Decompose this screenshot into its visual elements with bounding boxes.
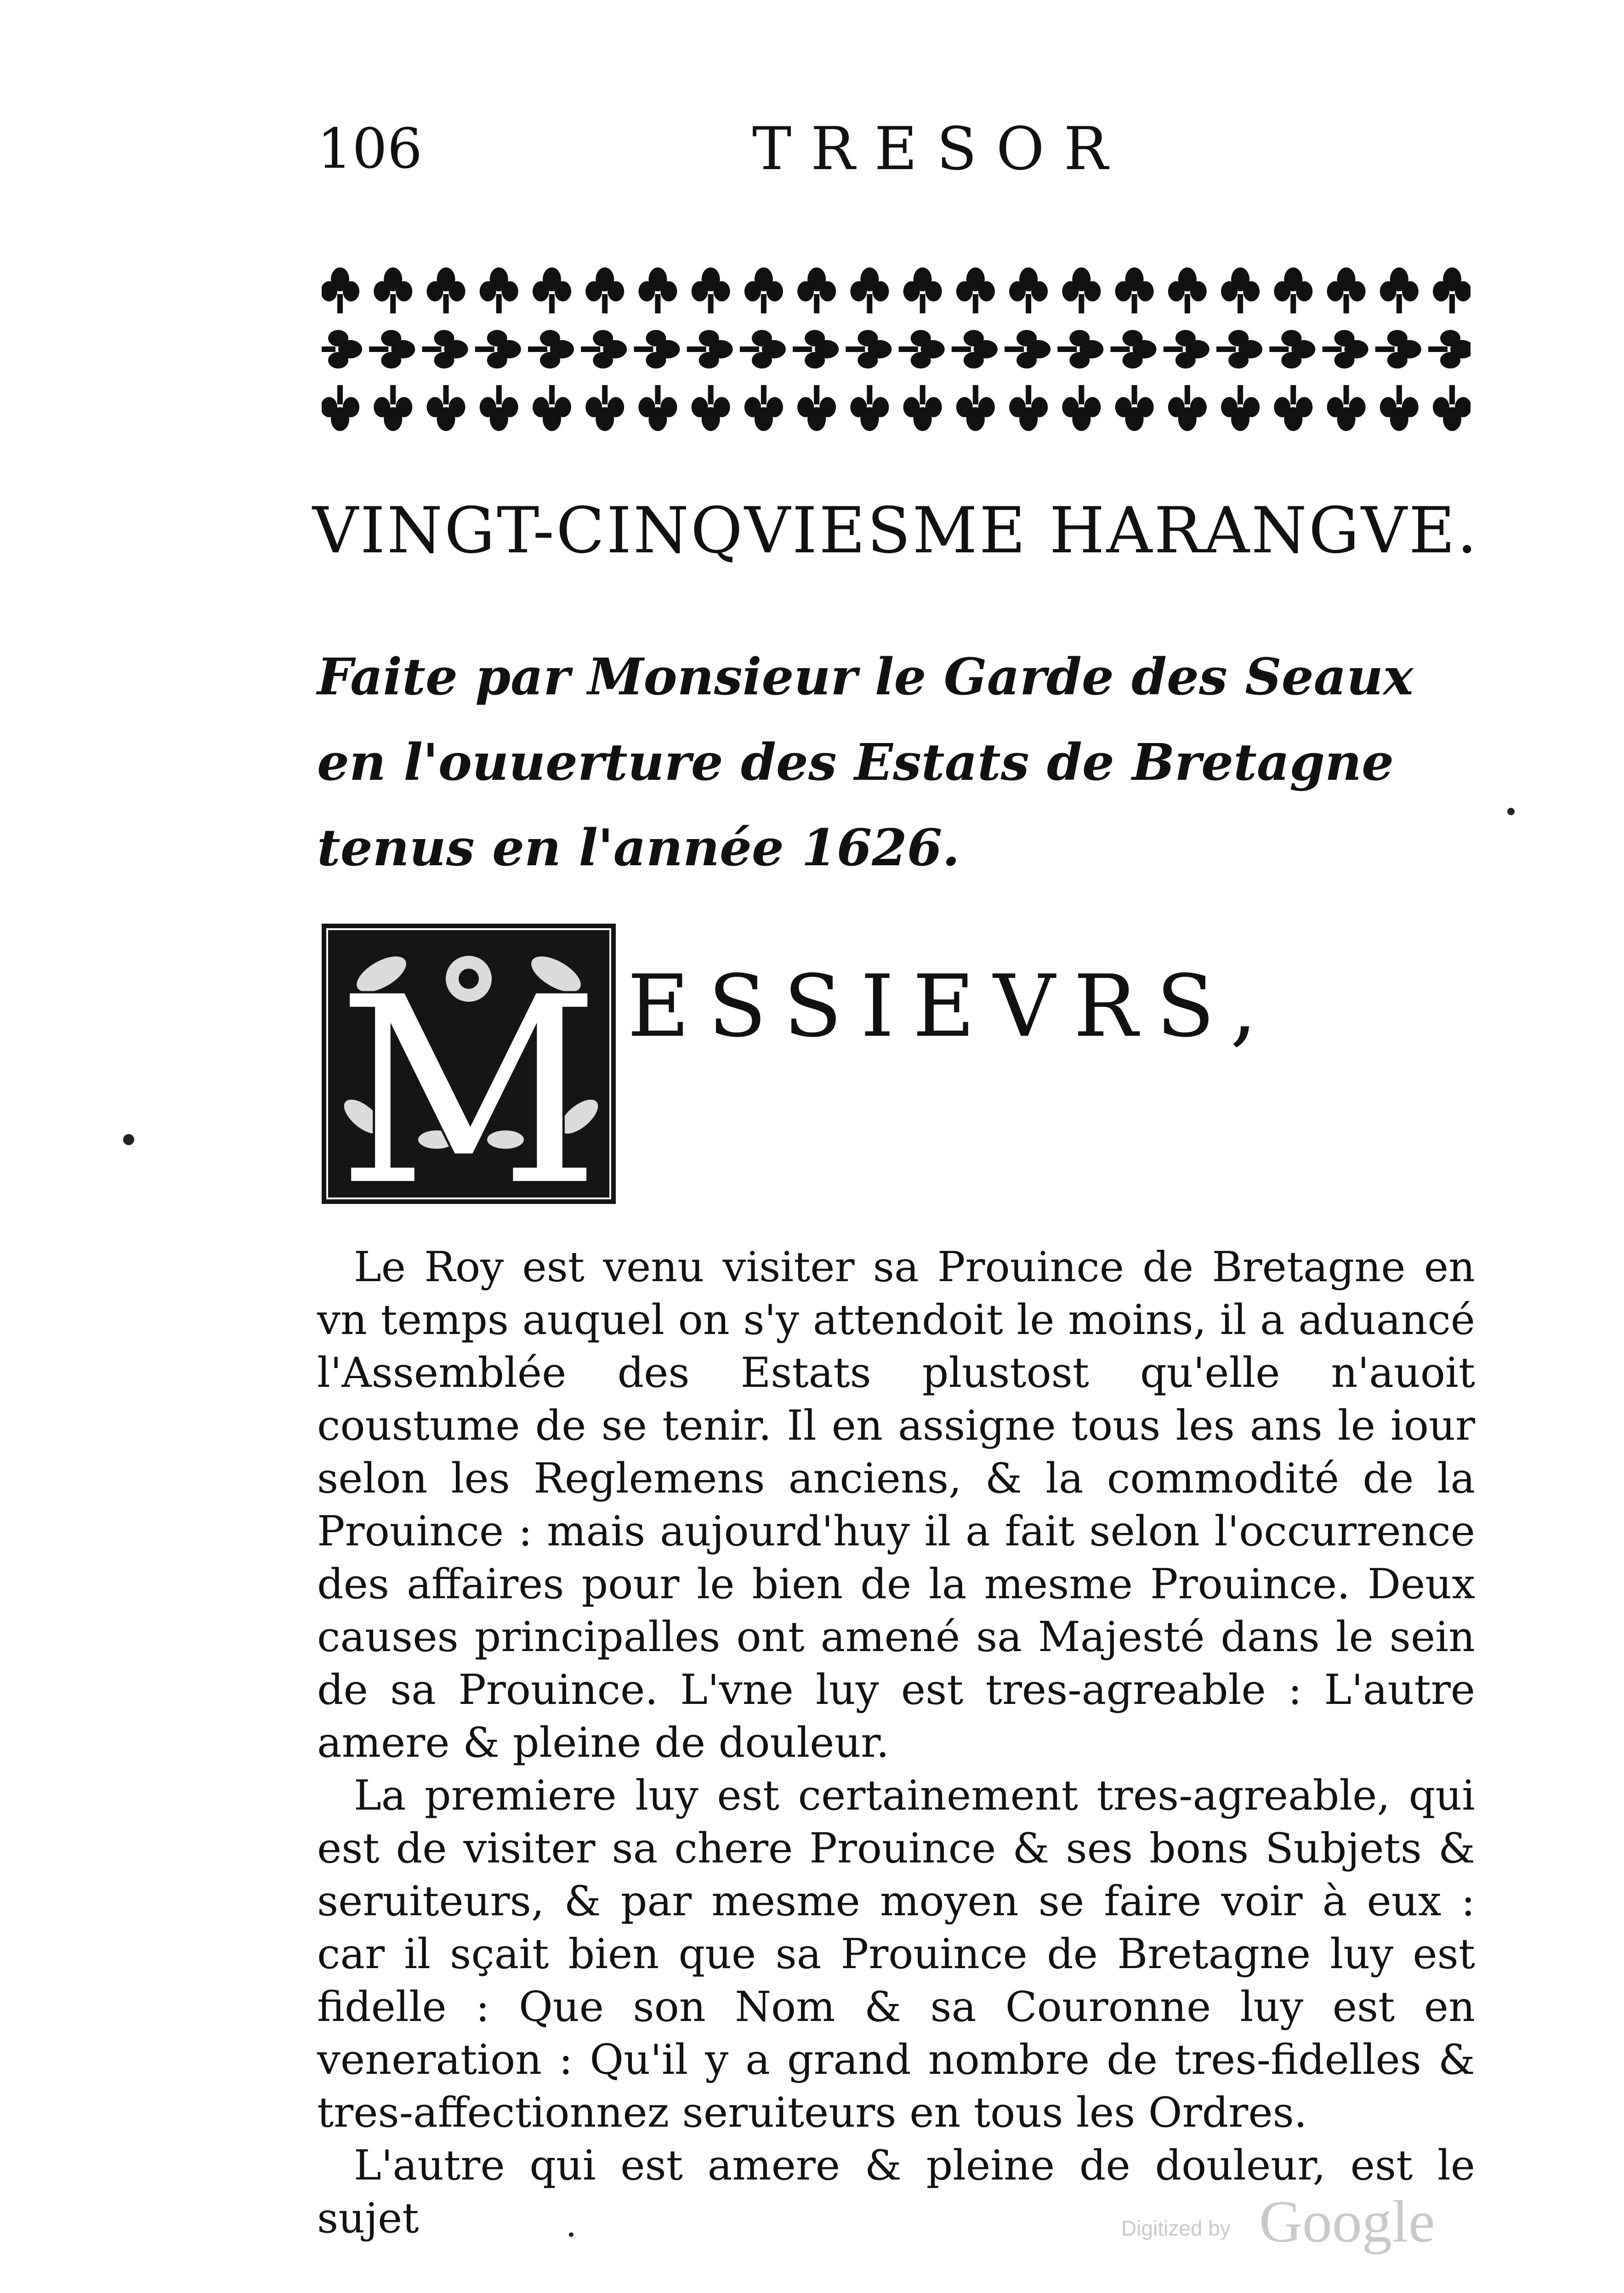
- fleuron-icon: [1428, 330, 1471, 369]
- fleuron-icon: [480, 385, 518, 431]
- fleuron-icon: [1164, 330, 1209, 369]
- fleuron-icon: [956, 385, 995, 431]
- fleuron-icon: [528, 330, 574, 369]
- fleuron-icon: [687, 330, 733, 369]
- paragraph: Le Roy est venu visiter sa Prouince de Bretagne en vn temps auquel on s'y attendoit le moins, il a aduancé l'Assemblée des Estats plustost qu'elle n'auoit coustume de se tenir. Il en assigne tous les ans le iour selon les Reglemens anciens, & la commodité de la Prouince : mais aujourd'huy il a fait selon l'occurrence des affaires pour le bien de la mesme Prouince. Deux causes principalles ont amené sa Majesté dans le sein de sa Prouince. L'vne luy est tres-agreable : L'autre amere & pleine de douleur.: [317, 1243, 1475, 1767]
- fleuron-icon: [956, 267, 995, 313]
- chapter-subtitle: Faite par Monsieur le Garde des Seaux en l'ouuerture des Estats de Bretagne tenus en l'année 1626.: [317, 647, 1414, 877]
- fleuron-icon: [638, 385, 677, 431]
- watermark-prefix: Digitized by: [1121, 2216, 1231, 2240]
- fleuron-icon: [744, 267, 783, 313]
- fleuron-icon: [369, 330, 415, 369]
- fleuron-icon: [1323, 330, 1368, 369]
- fleuron-icon: [426, 267, 465, 313]
- fleuron-icon: [1057, 330, 1103, 369]
- fleuron-band-icon: [322, 257, 1471, 441]
- fleuron-icon: [1375, 330, 1421, 369]
- fleuron-icon: [480, 267, 518, 313]
- fleuron-icon: [322, 267, 359, 313]
- fleuron-icon: [1274, 385, 1312, 431]
- fleuron-icon: [533, 267, 571, 313]
- fleuron-icon: [1269, 330, 1315, 369]
- fleuron-icon: [744, 385, 783, 431]
- digitized-watermark: [1121, 2187, 1498, 2256]
- fleuron-icon: [1168, 267, 1207, 313]
- fleuron-icon: [1274, 267, 1312, 313]
- fleuron-icon: [638, 267, 677, 313]
- paragraph: L'autre qui est amere & pleine de douleur, est le sujet: [317, 2141, 1475, 2242]
- running-title: TRESOR: [752, 115, 1128, 183]
- fleuron-icon: [581, 330, 627, 369]
- fleuron-icon: [1216, 330, 1262, 369]
- fleuron-icon: [1009, 385, 1048, 431]
- fleuron-icon: [793, 330, 839, 369]
- watermark-brand: Google: [1259, 2189, 1435, 2255]
- fleuron-icon: [903, 385, 942, 431]
- fleuron-icon: [374, 267, 412, 313]
- opening-word: ESSIEVRS,: [627, 956, 1276, 1056]
- fleuron-icon: [1380, 385, 1419, 431]
- fleuron-icon: [797, 267, 836, 313]
- ink-speck: [1507, 808, 1515, 815]
- fleuron-icon: [740, 330, 786, 369]
- fleuron-icon: [1009, 267, 1048, 313]
- fleuron-icon: [850, 385, 889, 431]
- fleuron-icon: [1327, 267, 1366, 313]
- fleuron-icon: [903, 267, 942, 313]
- fleuron-icon: [797, 385, 836, 431]
- fleuron-icon: [692, 267, 730, 313]
- fleuron-icon: [1115, 385, 1154, 431]
- fleuron-icon: [1433, 385, 1471, 431]
- fleuron-icon: [1062, 385, 1101, 431]
- fleuron-icon: [952, 330, 998, 369]
- fleuron-icon: [850, 267, 889, 313]
- fleuron-icon: [585, 385, 624, 431]
- fleuron-icon: [374, 385, 412, 431]
- chapter-title: VINGT-CINQVIESME HARANGVE.: [312, 494, 1479, 568]
- page-header: [317, 115, 1475, 193]
- page-number: 106: [317, 117, 423, 181]
- fleuron-icon: [422, 330, 468, 369]
- fleuron-icon: [634, 330, 680, 369]
- fleuron-icon: [1380, 267, 1419, 313]
- ink-speck: [123, 1134, 134, 1145]
- fleuron-icon: [585, 267, 624, 313]
- fleuron-icon: [1005, 330, 1050, 369]
- fleuron-icon: [1168, 385, 1207, 431]
- fleuron-icon: [1221, 267, 1260, 313]
- dropcap-letter: M: [337, 942, 601, 1204]
- fleuron-icon: [322, 385, 359, 431]
- body-text: [317, 1241, 1475, 2245]
- ink-speck: [569, 2232, 574, 2237]
- fleuron-icon: [533, 385, 571, 431]
- fleuron-icon: [1221, 385, 1260, 431]
- fleuron-icon: [1111, 330, 1157, 369]
- decorated-initial-icon: [322, 924, 616, 1204]
- fleuron-icon: [322, 330, 362, 369]
- fleuron-icon: [426, 385, 465, 431]
- fleuron-icon: [475, 330, 521, 369]
- fleuron-icon: [846, 330, 891, 369]
- fleuron-icon: [1115, 267, 1154, 313]
- paragraph: La premiere luy est certainement tres-agreable, qui est de visiter sa chere Prouince & ses bons Subjets & seruiteurs, & par mesme moyen se faire voir à eux : car il sçait bien que sa Prouince de Bretagne luy est fidelle : Que son Nom & sa Couronne luy est en veneration : Qu'il y a grand nombre de tres-fidelles & tres-affectionnez seruiteurs en tous les Ordres.: [317, 1771, 1475, 2137]
- fleuron-icon: [692, 385, 730, 431]
- fleuron-icon: [899, 330, 945, 369]
- fleuron-icon: [1327, 385, 1366, 431]
- fleuron-icon: [1433, 267, 1471, 313]
- fleuron-icon: [1062, 267, 1101, 313]
